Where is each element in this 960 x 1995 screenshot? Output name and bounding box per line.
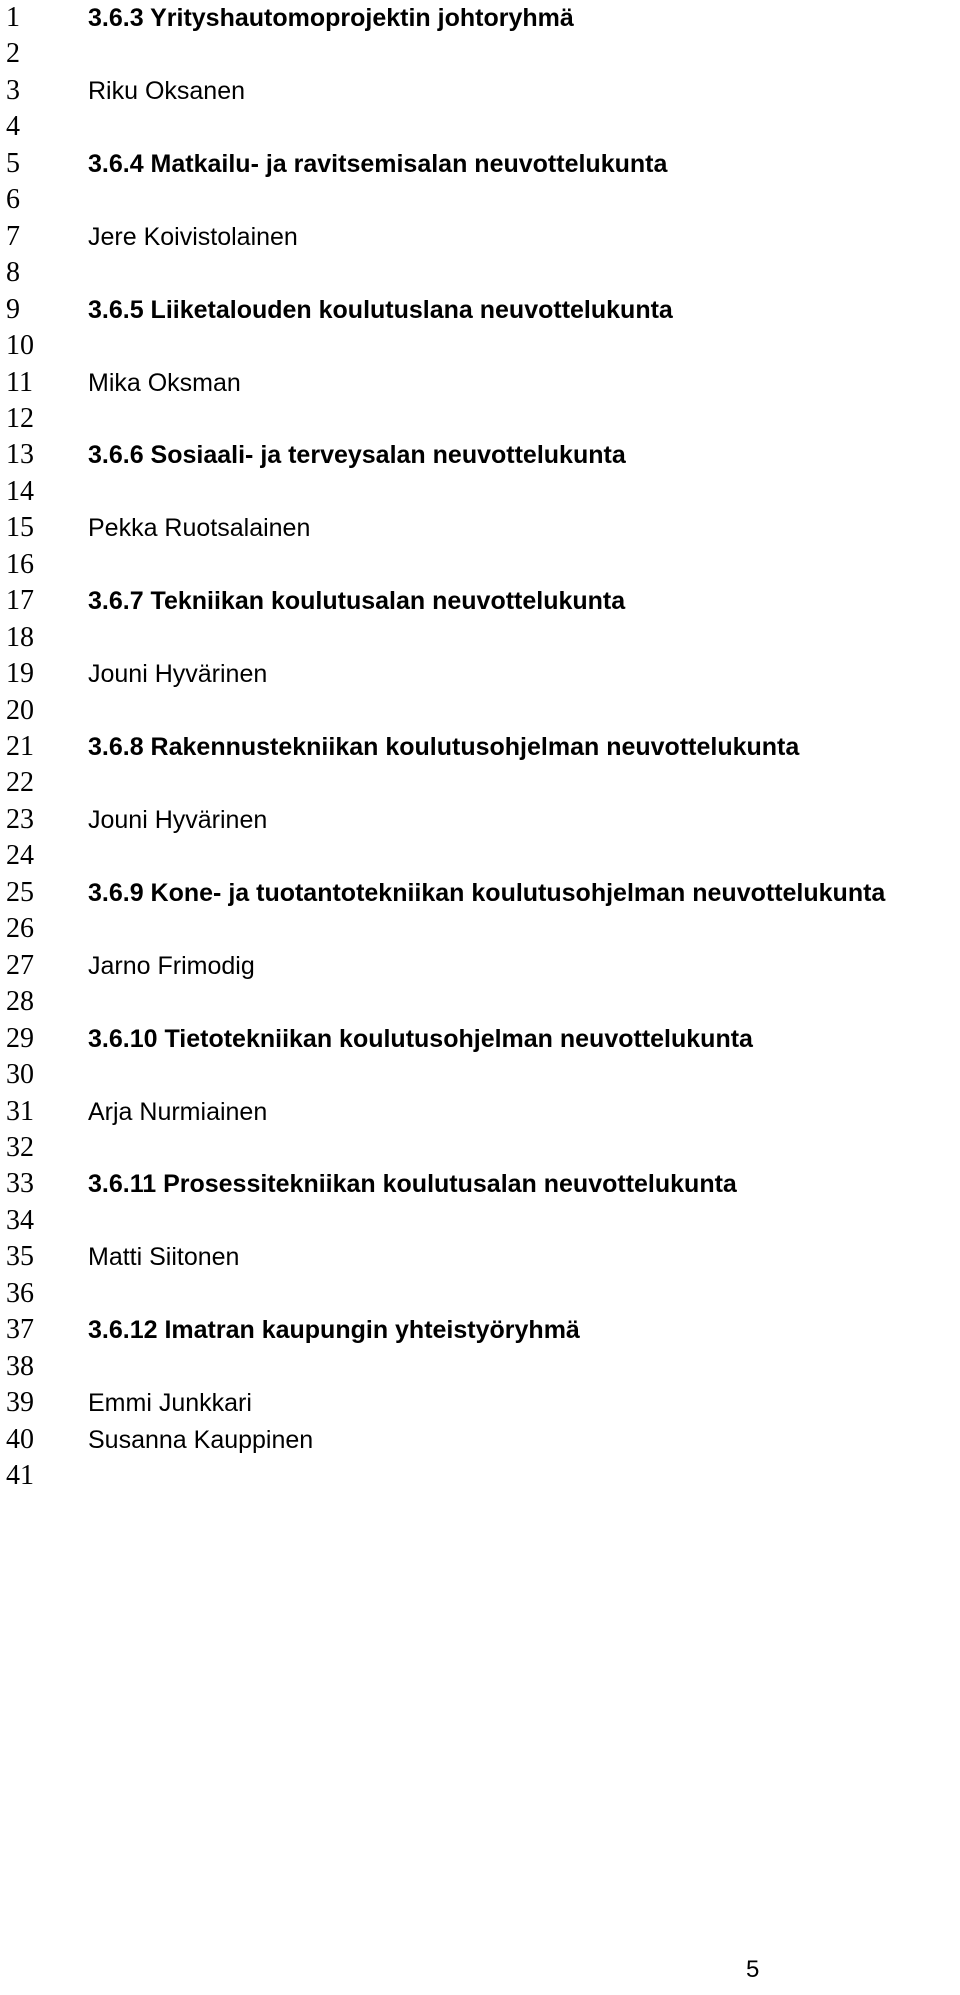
page-number: 5 — [746, 1956, 760, 1983]
section-heading: 3.6.10 Tietotekniikan koulutusohjelman neuvottelukunta — [88, 1024, 753, 1053]
line-number: 24 — [6, 840, 34, 872]
line-number: 38 — [6, 1350, 34, 1382]
member-name: Riku Oksanen — [88, 76, 246, 105]
member-name: Arja Nurmiainen — [88, 1097, 268, 1126]
section-heading: 3.6.12 Imatran kaupungin yhteistyöryhmä — [88, 1316, 580, 1345]
member-name: Matti Siitonen — [88, 1243, 240, 1272]
line-number: 40 — [6, 1423, 34, 1455]
line-number: 29 — [6, 1022, 34, 1054]
member-name: Jouni Hyvärinen — [88, 660, 268, 689]
line-number: 13 — [6, 439, 34, 471]
line-number: 32 — [6, 1131, 34, 1163]
line-number: 21 — [6, 731, 34, 762]
section-heading: 3.6.11 Prosessitekniikan koulutusalan neuvottelukunta — [88, 1170, 737, 1199]
line-number: 27 — [6, 949, 34, 981]
section-heading: 3.6.4 Matkailu- ja ravitsemisalan neuvottelukunta — [88, 149, 668, 178]
line-number: 3 — [6, 74, 20, 106]
line-number: 15 — [6, 512, 34, 544]
line-number: 33 — [6, 1168, 34, 1200]
line-number: 35 — [6, 1241, 34, 1273]
line-number: 18 — [6, 621, 34, 653]
line-number: 6 — [6, 184, 20, 216]
member-name: Mika Oksman — [88, 368, 241, 397]
section-heading: 3.6.7 Tekniikan koulutusalan neuvottelukunta — [88, 587, 626, 616]
line-number: 7 — [6, 220, 20, 252]
line-number: 2 — [6, 38, 20, 70]
line-number: 10 — [6, 330, 34, 362]
section-heading: 3.6.5 Liiketalouden koulutuslana neuvottelukunta — [88, 295, 673, 324]
line-number: 1 — [6, 2, 20, 33]
line-number: 31 — [6, 1095, 34, 1127]
line-number: 25 — [6, 876, 34, 908]
member-name: Emmi Junkkari — [88, 1389, 252, 1418]
line-number: 9 — [6, 293, 20, 325]
line-number: 41 — [6, 1460, 34, 1491]
line-number: 30 — [6, 1059, 34, 1091]
line-number: 16 — [6, 548, 34, 580]
line-number: 11 — [6, 366, 33, 398]
line-number: 26 — [6, 913, 34, 945]
line-number: 4 — [6, 111, 20, 143]
line-number: 17 — [6, 585, 34, 617]
line-number: 14 — [6, 475, 34, 507]
section-heading: 3.6.3 Yrityshautomoprojektin johtoryhmä — [88, 4, 574, 32]
member-name: Pekka Ruotsalainen — [88, 514, 311, 543]
member-name: Jouni Hyvärinen — [88, 805, 268, 834]
member-name: Susanna Kauppinen — [88, 1425, 314, 1454]
line-number: 8 — [6, 257, 20, 289]
member-name: Jere Koivistolainen — [88, 222, 298, 251]
line-number: 28 — [6, 986, 34, 1018]
line-number: 22 — [6, 767, 34, 799]
line-number: 19 — [6, 658, 34, 690]
line-number: 34 — [6, 1204, 34, 1236]
line-number: 12 — [6, 402, 34, 434]
member-name: Jarno Frimodig — [88, 951, 255, 980]
line-number: 39 — [6, 1387, 34, 1419]
line-number: 5 — [6, 147, 20, 179]
line-number: 36 — [6, 1277, 34, 1309]
section-heading: 3.6.6 Sosiaali- ja terveysalan neuvottelukunta — [88, 441, 626, 470]
line-number: 37 — [6, 1314, 34, 1346]
section-heading: 3.6.8 Rakennustekniikan koulutusohjelman neuvottelukunta — [88, 733, 800, 761]
section-heading: 3.6.9 Kone- ja tuotantotekniikan koulutusohjelman neuvottelukunta — [88, 878, 886, 907]
line-number: 23 — [6, 803, 34, 835]
line-number: 20 — [6, 694, 34, 726]
